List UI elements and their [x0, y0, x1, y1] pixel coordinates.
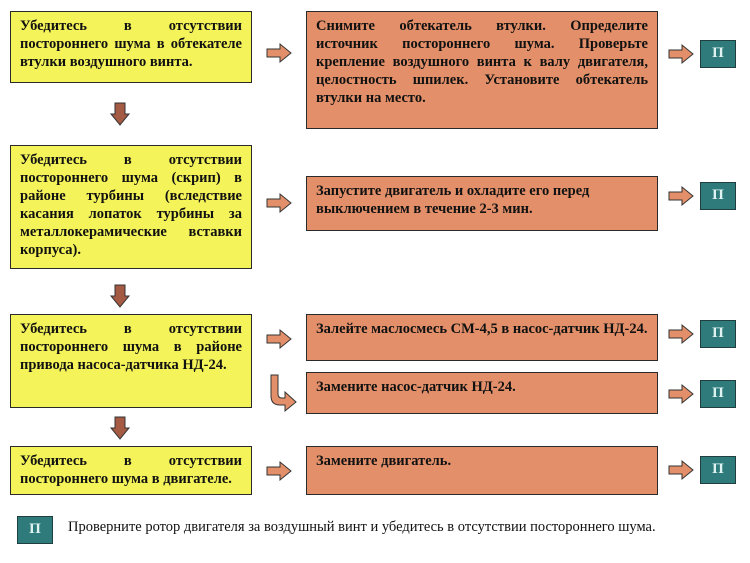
action-text-2: Запустите двигатель и охладите его перед выключением в течение 2-3 мин. — [316, 183, 590, 217]
check-box-1 — [10, 11, 252, 83]
action-text-4: Замените насос-датчик НД-24. — [316, 379, 516, 395]
down-arrow-icon — [110, 416, 130, 440]
p-box-4: П — [700, 380, 736, 408]
right-arrow-icon — [668, 44, 694, 64]
p-box-5: П — [700, 456, 736, 484]
right-arrow-icon — [266, 461, 292, 481]
right-arrow-icon — [266, 43, 292, 63]
down-arrow-icon — [110, 284, 130, 308]
action-box-4 — [306, 372, 658, 414]
right-arrow-icon — [668, 186, 694, 206]
right-arrow-icon — [668, 324, 694, 344]
action-text-3: Залейте маслосмесь СМ-4,5 в насос-датчик НД-24. — [316, 321, 648, 337]
right-arrow-icon — [266, 329, 292, 349]
p-box-3: П — [700, 320, 736, 348]
down-arrow-icon — [110, 102, 130, 126]
check-box-2 — [10, 145, 252, 269]
right-arrow-icon — [266, 193, 292, 213]
p-box-2: П — [700, 182, 736, 210]
check-text-3: Убедитесь в отсутствии постороннего шума в районе привода насоса-датчика НД-24. — [20, 321, 242, 373]
action-text-5: Замените двигатель. — [316, 453, 452, 469]
p-box-1: П — [700, 40, 736, 68]
check-box-4 — [10, 446, 252, 495]
action-text-1: Снимите обтекатель втулки. Определите источник постороннего шума. Проверьте крепление воздушного винта к валу двигателя, целостность шпилек. Установите обтекатель втулки на место. — [316, 18, 648, 106]
check-box-3 — [10, 314, 252, 408]
check-text-2: Убедитесь в отсутствии постороннего шума (скрип) в районе турбины (вследствие касания лопаток турбины за металлокерамические вставки корпуса). — [20, 152, 242, 258]
legend-text: Проверните ротор двигателя за воздушный винт и убедитесь в отсутствии постороннего шума. — [68, 519, 656, 535]
action-box-3 — [306, 314, 658, 361]
check-text-1: Убедитесь в отсутствии постороннего шума в обтекателе втулки воздушного винта. — [20, 18, 242, 70]
action-box-5 — [306, 446, 658, 495]
curved-arrow-icon — [268, 374, 298, 412]
legend-p-box: П — [17, 516, 53, 544]
action-box-2 — [306, 176, 658, 231]
right-arrow-icon — [668, 460, 694, 480]
check-text-4: Убедитесь в отсутствии постороннего шума в двигателе. — [20, 453, 242, 487]
right-arrow-icon — [668, 384, 694, 404]
action-box-1 — [306, 11, 658, 129]
